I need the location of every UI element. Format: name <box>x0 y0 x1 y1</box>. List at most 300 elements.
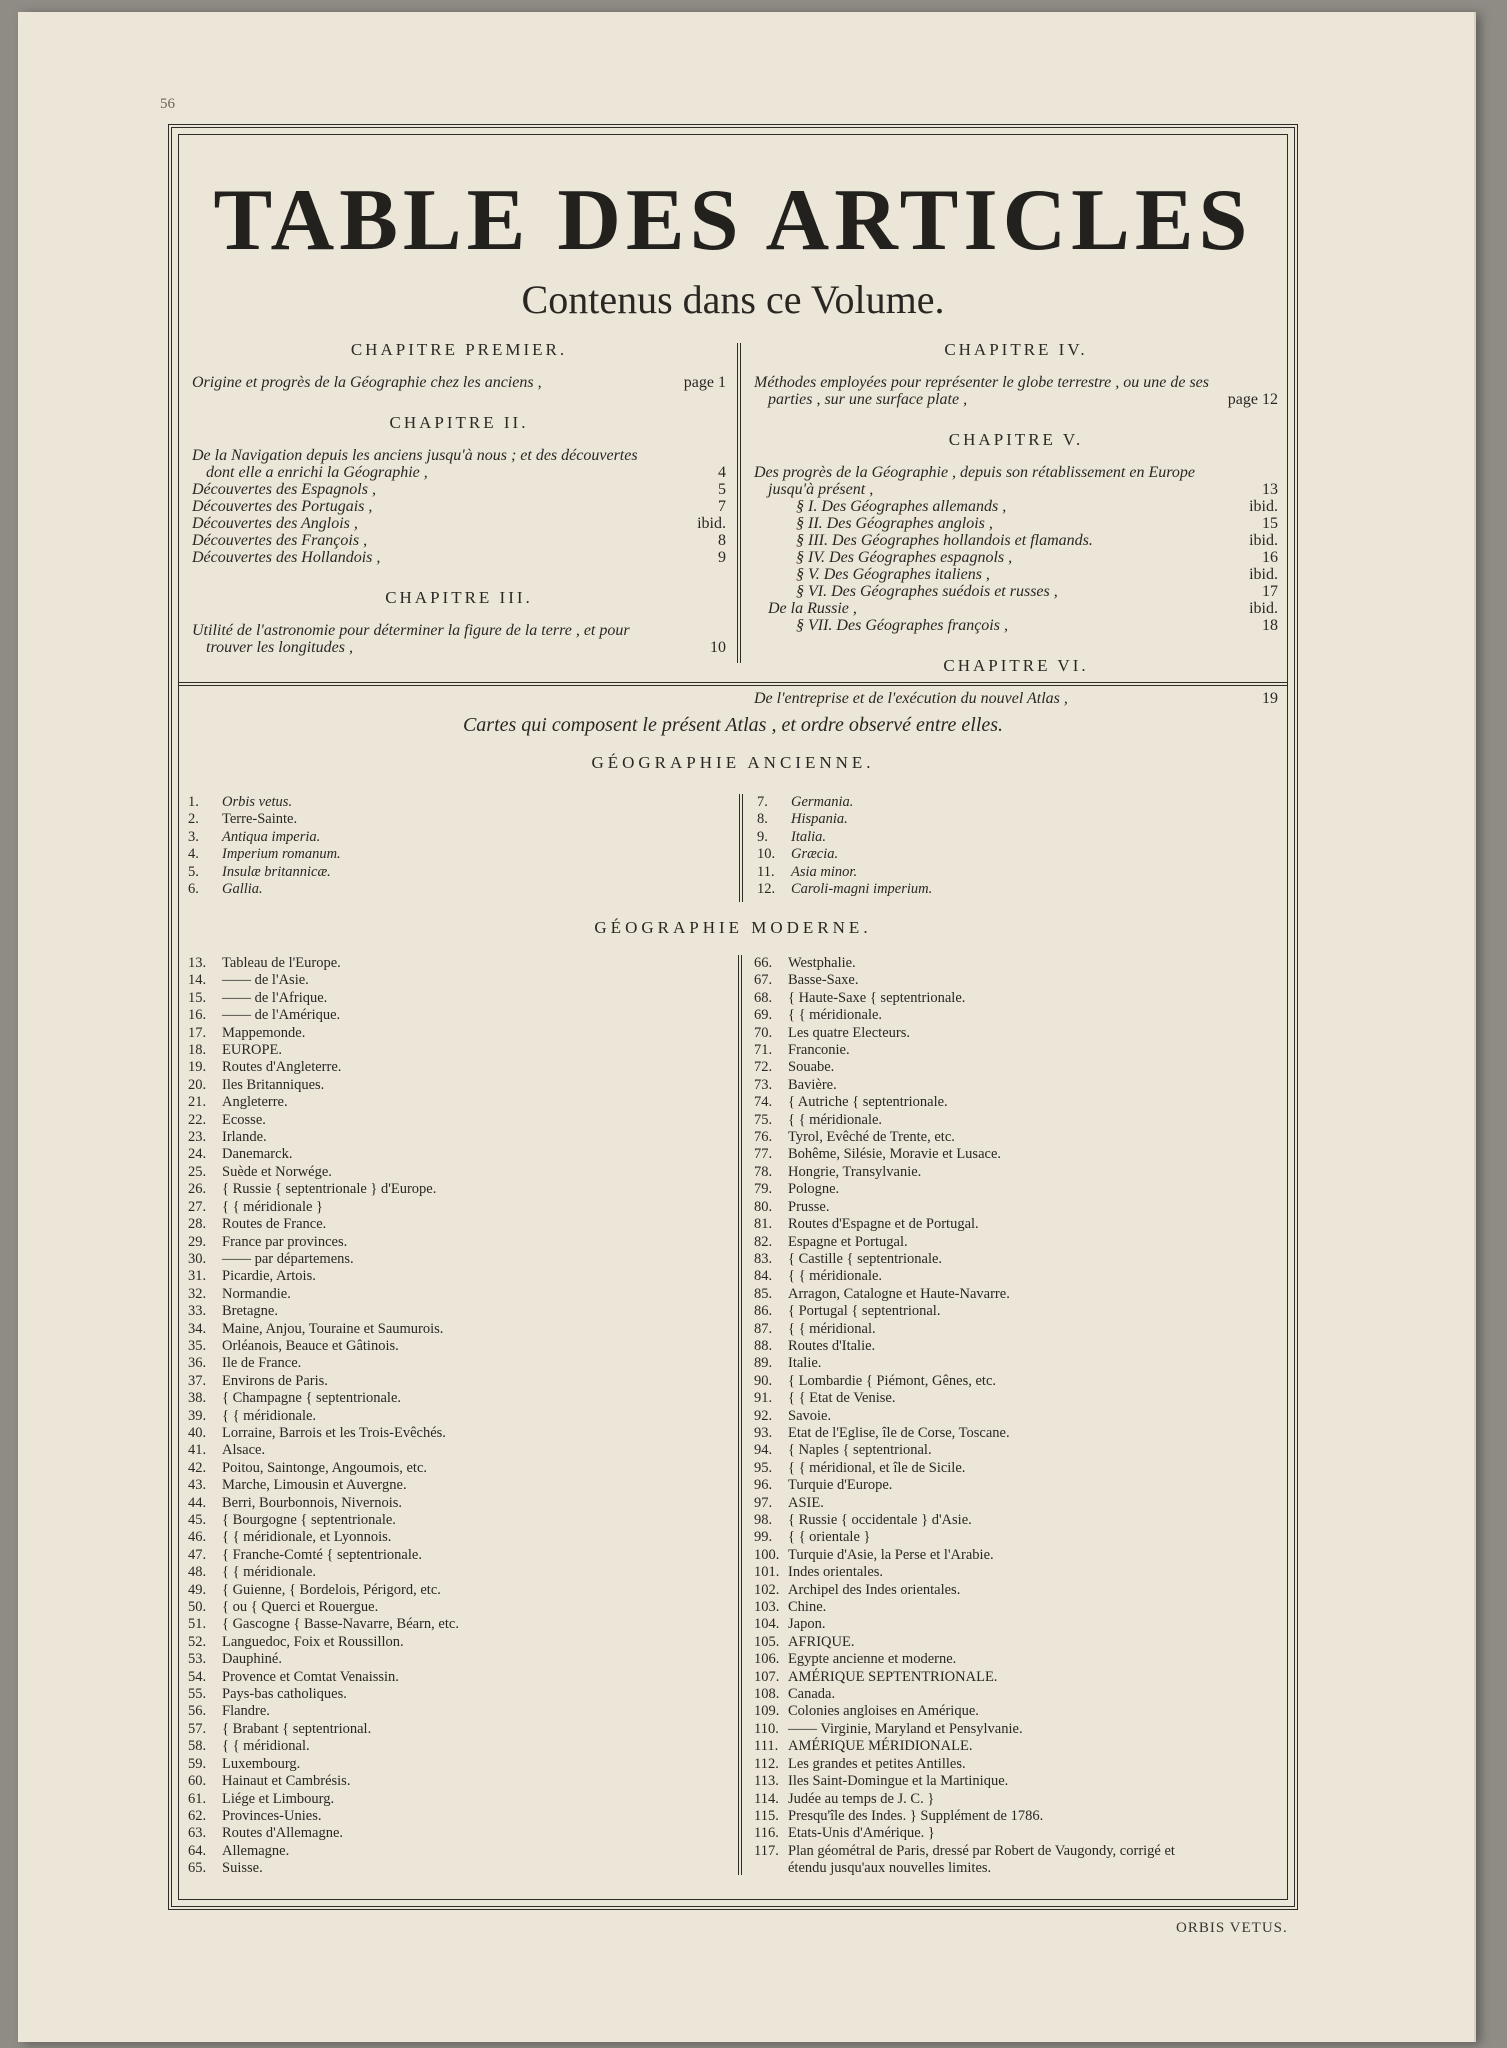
map-list-item <box>188 1268 722 1285</box>
map-number: 77. <box>754 1146 773 1163</box>
map-title: Luxembourg. <box>222 1755 301 1772</box>
map-number: 86. <box>754 1303 773 1320</box>
entry-page <box>720 447 726 464</box>
map-list-item <box>188 990 722 1007</box>
map-title: Routes d'Angleterre. <box>222 1059 342 1076</box>
entry-text: Utilité de l'astronomie pour déterminer la figure de la terre , et pour <box>192 622 630 639</box>
map-list-item <box>188 1234 722 1251</box>
map-number: 37. <box>188 1372 207 1389</box>
map-title: Archipel des Indes orientales. <box>788 1581 961 1598</box>
map-list-item <box>757 794 1277 811</box>
map-list-item <box>188 794 708 811</box>
map-list-item <box>188 811 708 828</box>
map-number: 100. <box>754 1546 780 1563</box>
map-number: 74. <box>754 1094 773 1111</box>
map-number: 49. <box>188 1581 207 1598</box>
map-number: 8. <box>757 811 768 828</box>
map-list-item <box>754 1564 1284 1581</box>
chapter-entry <box>192 481 726 498</box>
map-number: 98. <box>754 1512 773 1528</box>
map-number: 40. <box>188 1424 207 1441</box>
map-title: Turquie d'Asie, la Perse et l'Arabie. <box>788 1546 994 1563</box>
map-title: { Autriche { septentrionale. <box>788 1094 948 1111</box>
chapter-entry <box>192 532 726 549</box>
page-title: TABLE DES ARTICLES <box>213 172 1253 269</box>
map-title: Presqu'île des Indes. } Supplément de 1786. <box>788 1807 1044 1824</box>
entry-text: Des progrès de la Géographie , depuis son rétablissement en Europe <box>754 464 1195 481</box>
entry-page: page 12 <box>1227 391 1278 408</box>
map-title: { Portugal { septentrional. <box>788 1303 941 1320</box>
entry-text: § VI. Des Géographes suédois et russes , <box>796 583 1058 600</box>
map-number: 18. <box>188 1042 207 1059</box>
map-list-item <box>754 1686 1284 1703</box>
chapter-heading: CHAPITRE V. <box>948 430 1084 449</box>
map-number: 3. <box>188 828 199 845</box>
map-number: 23. <box>188 1129 207 1146</box>
map-number: 111. <box>754 1738 779 1755</box>
map-title: Suisse. <box>222 1860 263 1877</box>
map-number: 103. <box>754 1599 780 1616</box>
entry-text: § VII. Des Géographes françois , <box>796 617 1008 634</box>
map-number: 7. <box>757 794 768 810</box>
map-title: { { méridional. <box>222 1738 310 1755</box>
map-list-item <box>188 1477 722 1494</box>
map-title: Alsace. <box>222 1442 266 1459</box>
map-list-item <box>754 1059 1284 1076</box>
map-number: 43. <box>188 1477 207 1494</box>
map-number: 53. <box>188 1651 207 1668</box>
map-number: 2. <box>188 811 199 828</box>
map-list-item <box>754 1791 1284 1808</box>
map-title: Judée au temps de J. C. } <box>788 1790 935 1807</box>
page-sheet <box>18 12 1474 2042</box>
map-title: Lorraine, Barrois et les Trois-Evêchés. <box>222 1424 446 1441</box>
map-number: 50. <box>188 1599 207 1616</box>
entry-page: 5 <box>718 481 726 498</box>
map-number: 60. <box>188 1773 207 1790</box>
chapter-entry <box>754 464 1278 481</box>
map-title: Etats-Unis d'Amérique. } <box>788 1825 935 1842</box>
map-list-item <box>188 1442 722 1459</box>
map-title: —— de l'Afrique. <box>222 989 328 1006</box>
entry-page: 19 <box>1262 690 1278 707</box>
map-number: 30. <box>188 1250 207 1267</box>
map-title: Suède et Norwége. <box>222 1163 332 1180</box>
map-title: Liége et Limbourg. <box>222 1790 335 1807</box>
map-list-item <box>754 1146 1284 1163</box>
map-number: 91. <box>754 1390 773 1407</box>
map-title: Iles Saint-Domingue et la Martinique. <box>788 1773 1009 1790</box>
map-title: { { méridionale. <box>222 1564 317 1581</box>
map-title: Græcia. <box>791 846 839 863</box>
map-list-item <box>754 972 1284 989</box>
map-list-item <box>188 1703 722 1720</box>
map-title: { Naples { septentrional. <box>788 1442 932 1459</box>
map-number: 6. <box>188 881 199 898</box>
map-list-item <box>754 1408 1284 1425</box>
map-list-item <box>188 1599 722 1616</box>
map-list-item <box>754 1268 1284 1285</box>
map-number: 64. <box>188 1842 207 1859</box>
map-list-item <box>188 1112 722 1129</box>
map-list-item <box>188 1390 722 1407</box>
map-list-item <box>188 1338 722 1355</box>
map-number: 102. <box>754 1581 780 1598</box>
map-number: 57. <box>188 1720 207 1737</box>
map-number: 14. <box>188 972 207 989</box>
map-list-item <box>754 1007 1284 1024</box>
map-list-item <box>754 1355 1284 1372</box>
entry-page: ibid. <box>1249 532 1278 549</box>
entry-text: § I. Des Géographes allemands , <box>796 498 1007 515</box>
map-title: Normandie. <box>222 1285 291 1302</box>
map-title: Environs de Paris. <box>222 1372 328 1389</box>
map-list-item <box>188 1425 722 1442</box>
map-list-item <box>757 881 1277 898</box>
map-title: Flandre. <box>222 1703 270 1720</box>
map-title: AFRIQUE. <box>788 1633 855 1650</box>
map-number: 85. <box>754 1285 773 1302</box>
map-number: 35. <box>188 1337 207 1354</box>
entry-text: § IV. Des Géographes espagnols , <box>796 549 1013 566</box>
entry-page: ibid. <box>1249 498 1278 515</box>
map-list-item <box>754 1773 1284 1790</box>
map-number: 48. <box>188 1564 207 1581</box>
map-number: 27. <box>188 1198 207 1215</box>
map-title: Berri, Bourbonnois, Nivernois. <box>222 1494 403 1511</box>
map-title: Italia. <box>791 828 827 845</box>
map-number: 82. <box>754 1233 773 1250</box>
map-title: Etat de l'Eglise, île de Corse, Toscane. <box>788 1424 1010 1441</box>
chapter-heading: CHAPITRE II. <box>389 413 529 432</box>
map-number: 117. <box>754 1842 779 1859</box>
map-number: 66. <box>754 955 773 971</box>
map-list-item <box>188 1164 722 1181</box>
map-title: Les quatre Electeurs. <box>788 1024 910 1041</box>
map-title: { { méridionale. <box>788 1268 883 1285</box>
map-number: 41. <box>188 1442 207 1459</box>
map-title: Chine. <box>788 1599 827 1616</box>
map-number: 92. <box>754 1407 773 1424</box>
map-number: 34. <box>188 1320 207 1337</box>
entry-text: De la Navigation depuis les anciens jusqu'à nous ; et des découvertes <box>192 447 638 464</box>
map-title: { Franche-Comté { septentrionale. <box>222 1546 422 1563</box>
map-list-item <box>188 864 708 881</box>
map-title: Tableau de l'Europe. <box>222 955 341 971</box>
map-number: 24. <box>188 1146 207 1163</box>
map-title: France par provinces. <box>222 1233 348 1250</box>
map-list-item <box>188 1495 722 1512</box>
map-list-item <box>188 829 708 846</box>
map-title: Marche, Limousin et Auvergne. <box>222 1477 407 1494</box>
map-title: Picardie, Artois. <box>222 1268 316 1285</box>
map-number: 67. <box>754 972 773 989</box>
map-title: Japon. <box>788 1616 826 1633</box>
moderne-list-right <box>754 955 1284 1878</box>
map-title: Bavière. <box>788 1076 837 1093</box>
map-number: 96. <box>754 1477 773 1494</box>
map-title: Orléanois, Beauce et Gâtinois. <box>222 1337 399 1354</box>
map-list-item <box>188 1355 722 1372</box>
entry-page: 13 <box>1262 481 1278 498</box>
map-title: Languedoc, Foix et Roussillon. <box>222 1633 404 1650</box>
moderne-divider <box>738 955 742 1875</box>
map-list-item <box>754 1477 1284 1494</box>
map-list-item <box>757 864 1277 881</box>
map-number: 44. <box>188 1494 207 1511</box>
map-title: Hongrie, Transylvanie. <box>788 1163 922 1180</box>
map-title: Pologne. <box>788 1181 840 1198</box>
entry-page: 18 <box>1262 617 1278 634</box>
map-title: Germania. <box>791 794 854 810</box>
map-number: 89. <box>754 1355 773 1372</box>
map-title: Routes d'Espagne et de Portugal. <box>788 1216 979 1233</box>
chapter-entry <box>754 391 1278 408</box>
entry-text: De l'entreprise et de l'exécution du nouvel Atlas , <box>754 690 1068 707</box>
entry-text: Découvertes des Hollandois , <box>192 549 381 566</box>
map-number: 9. <box>757 828 768 845</box>
map-title: { ou { Querci et Rouergue. <box>222 1599 379 1616</box>
map-number: 21. <box>188 1094 207 1111</box>
map-list-item <box>188 1216 722 1233</box>
entry-page: ibid. <box>1249 566 1278 583</box>
map-list-item <box>754 1721 1284 1738</box>
map-number: 97. <box>754 1494 773 1511</box>
entry-text: Découvertes des Espagnols , <box>192 481 376 498</box>
map-title: Imperium romanum. <box>222 846 341 863</box>
map-number: 108. <box>754 1686 780 1703</box>
map-list-item <box>754 1512 1284 1529</box>
entry-text: De la Russie , <box>768 600 857 617</box>
map-number: 76. <box>754 1129 773 1146</box>
entry-text: Origine et progrès de la Géographie chez les anciens , <box>192 374 542 391</box>
map-number: 69. <box>754 1007 773 1024</box>
map-title: { { méridionale } <box>222 1198 324 1215</box>
map-number: 61. <box>188 1790 207 1807</box>
map-list-item <box>754 1042 1284 1059</box>
map-number: 70. <box>754 1024 773 1041</box>
chapter-entry <box>754 600 1278 617</box>
map-title: Mappemonde. <box>222 1024 306 1041</box>
map-number: 32. <box>188 1285 207 1302</box>
map-list-item <box>188 1651 722 1668</box>
map-number: 47. <box>188 1546 207 1563</box>
map-number: 54. <box>188 1668 207 1685</box>
map-number: 95. <box>754 1459 773 1476</box>
chapter-entry <box>192 622 726 639</box>
map-number: 4. <box>188 846 199 863</box>
entry-text: jusqu'à présent , <box>768 481 874 498</box>
map-list-item <box>188 1094 722 1111</box>
map-title: Pays-bas catholiques. <box>222 1686 347 1703</box>
map-number: 90. <box>754 1372 773 1389</box>
entry-text: trouver les longitudes , <box>206 639 353 656</box>
map-list-item <box>188 1181 722 1198</box>
ancienne-list-right <box>757 794 1277 898</box>
map-list-item <box>188 1721 722 1738</box>
entry-text: § III. Des Géographes hollandois et flamands. <box>796 532 1093 549</box>
map-list-item <box>188 1860 722 1877</box>
map-title: { Lombardie { Piémont, Gênes, etc. <box>788 1372 997 1389</box>
map-number: 25. <box>188 1163 207 1180</box>
map-number: 79. <box>754 1181 773 1198</box>
catchword: ORBIS VETUS. <box>1176 1920 1288 1936</box>
map-number: 65. <box>188 1860 207 1877</box>
map-number: 72. <box>754 1059 773 1076</box>
page-subtitle: Contenus dans ce Volume. <box>521 277 945 322</box>
map-title: Arragon, Catalogne et Haute-Navarre. <box>788 1285 1010 1302</box>
map-list-item <box>188 1582 722 1599</box>
map-title: Angleterre. <box>222 1094 288 1111</box>
map-title: { { orientale } <box>788 1529 871 1546</box>
map-list-item <box>188 846 708 863</box>
map-number: 84. <box>754 1268 773 1285</box>
map-list-item <box>188 1042 722 1059</box>
map-title: Westphalie. <box>788 955 856 971</box>
map-number: 87. <box>754 1320 773 1337</box>
map-list-item <box>754 1860 1284 1877</box>
chapter-heading: CHAPITRE III. <box>385 588 533 607</box>
map-number: 22. <box>188 1111 207 1128</box>
chapter-entry <box>192 498 726 515</box>
map-number: 13. <box>188 955 207 971</box>
map-number: 62. <box>188 1807 207 1824</box>
chapter-entry <box>754 498 1278 515</box>
section-divider <box>178 682 1288 686</box>
map-title: Provinces-Unies. <box>222 1807 322 1824</box>
map-list-item <box>754 1286 1284 1303</box>
entry-page: page 1 <box>683 374 726 391</box>
map-number: 107. <box>754 1668 780 1685</box>
map-title: Italie. <box>788 1355 822 1372</box>
map-title: —— par départemens. <box>222 1250 354 1267</box>
map-number: 80. <box>754 1198 773 1215</box>
map-list-item <box>754 1738 1284 1755</box>
map-list-item <box>754 1808 1284 1825</box>
map-title: { Brabant { septentrional. <box>222 1720 372 1737</box>
map-list-item <box>188 1460 722 1477</box>
map-title: { { méridional, et île de Sicile. <box>788 1459 966 1476</box>
map-list-item <box>754 1025 1284 1042</box>
map-title: Espagne et Portugal. <box>788 1233 908 1250</box>
map-title: Ecosse. <box>222 1111 266 1128</box>
map-title: { { méridionale. <box>788 1111 883 1128</box>
map-list-item <box>754 1181 1284 1198</box>
map-list-item <box>188 1025 722 1042</box>
map-title: Hainaut et Cambrésis. <box>222 1773 351 1790</box>
map-title: Bohême, Silésie, Moravie et Lusace. <box>788 1146 1002 1163</box>
map-list-item <box>754 1425 1284 1442</box>
entry-text: Découvertes des Anglois , <box>192 515 358 532</box>
chapter-entry <box>754 690 1278 707</box>
map-list-item <box>188 1669 722 1686</box>
map-list-item <box>754 1669 1284 1686</box>
map-list-item <box>754 1251 1284 1268</box>
map-title: Canada. <box>788 1686 836 1703</box>
map-list-item <box>188 1373 722 1390</box>
entry-text: § V. Des Géographes italiens , <box>796 566 990 583</box>
map-title: Routes de France. <box>222 1216 327 1233</box>
map-number: 16. <box>188 1007 207 1024</box>
map-list-item <box>754 1651 1284 1668</box>
map-title: Plan géométral de Paris, dressé par Robert de Vaugondy, corrigé et <box>788 1842 1175 1859</box>
map-title: Colonies angloises en Amérique. <box>788 1703 979 1720</box>
chapters-left-column <box>192 340 726 656</box>
chapter-entry <box>754 532 1278 549</box>
map-list-item <box>188 1529 722 1546</box>
map-title: Franconie. <box>788 1042 850 1059</box>
entry-page <box>720 622 726 639</box>
map-title: Antiqua imperia. <box>222 828 321 845</box>
map-number: 78. <box>754 1163 773 1180</box>
table-frame <box>168 124 1298 1910</box>
map-list-item <box>754 1616 1284 1633</box>
map-list-item <box>754 1321 1284 1338</box>
map-list-item <box>754 1077 1284 1094</box>
chapter-entry <box>192 639 726 656</box>
map-list-item <box>188 972 722 989</box>
map-title: Indes orientales. <box>788 1564 884 1581</box>
map-title: Asia minor. <box>791 863 858 880</box>
map-title: { Gascogne { Basse-Navarre, Béarn, etc. <box>222 1616 459 1633</box>
chapter-entry <box>192 515 726 532</box>
map-number: 5. <box>188 863 199 880</box>
map-list-item <box>188 1791 722 1808</box>
map-title: Turquie d'Europe. <box>788 1477 893 1494</box>
entry-page: ibid. <box>1249 600 1278 617</box>
map-title: { { Etat de Venise. <box>788 1390 896 1407</box>
map-number: 71. <box>754 1042 773 1059</box>
map-title: { { méridional. <box>788 1320 876 1337</box>
chapter-entry <box>754 583 1278 600</box>
map-title: Caroli-magni imperium. <box>791 881 933 898</box>
map-title: Orbis vetus. <box>222 794 293 810</box>
map-number: 38. <box>188 1390 207 1407</box>
map-list-item <box>188 1686 722 1703</box>
map-title: —— de l'Asie. <box>222 972 309 989</box>
map-list-item <box>757 829 1277 846</box>
chapter-entry <box>192 464 726 481</box>
chapter-entry <box>754 617 1278 634</box>
map-number: 39. <box>188 1407 207 1424</box>
map-number: 12. <box>757 881 776 898</box>
entry-text: parties , sur une surface plate , <box>768 391 968 408</box>
map-number: 105. <box>754 1633 780 1650</box>
chapters-right-column <box>754 340 1278 707</box>
map-number: 28. <box>188 1216 207 1233</box>
entry-page: 16 <box>1262 549 1278 566</box>
map-number: 33. <box>188 1303 207 1320</box>
map-number: 75. <box>754 1111 773 1128</box>
map-number: 20. <box>188 1076 207 1093</box>
map-list-item <box>754 1582 1284 1599</box>
map-title: Iles Britanniques. <box>222 1076 325 1093</box>
map-list-item <box>754 955 1284 972</box>
map-title: ASIE. <box>788 1494 824 1511</box>
map-list-item <box>188 1059 722 1076</box>
map-list-item <box>754 1164 1284 1181</box>
map-number: 110. <box>754 1720 779 1737</box>
map-number: 63. <box>188 1825 207 1842</box>
map-title: { Castille { septentrionale. <box>788 1250 943 1267</box>
map-title: Gallia. <box>222 881 263 898</box>
map-title: Maine, Anjou, Touraine et Saumurois. <box>222 1320 444 1337</box>
map-list-item <box>754 1599 1284 1616</box>
map-number: 93. <box>754 1424 773 1441</box>
map-number: 29. <box>188 1233 207 1250</box>
map-number: 88. <box>754 1337 773 1354</box>
chapter-entry <box>754 566 1278 583</box>
